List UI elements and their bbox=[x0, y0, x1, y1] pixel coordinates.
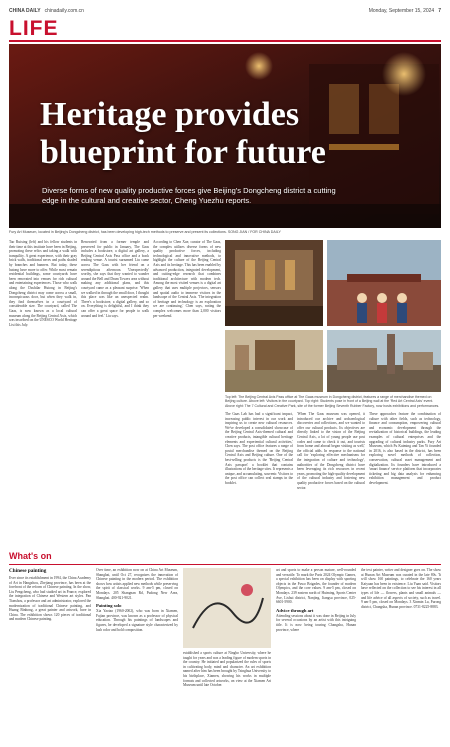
dek: Diverse forms of new quality productive forces give Beijing's Dongcheng district a cutting edge in the cultural and creative sector, Cheng Yuezhu reports. bbox=[42, 186, 336, 205]
whats-on-column-4 bbox=[276, 568, 356, 743]
article-column-6: These approaches feature the combination of culture with other fields, such as technology, finance and consumption, empowering cultural and economic development through the revitalization of historical buildings, the leading examples of cultural enterprises and the upgrading of cultural industry parks. Fury Art Museum, which Fu Kaiming and Tan Yi founded in 2016, is also based in the district, has been exploring novel methods of collection, conservation, cultural asset management and digitalization. Its founders have introduced a 'smart finance' service platform that incorporates ticketing and big data analysis for enhancing exhibition management and product development. bbox=[369, 412, 441, 485]
whats-on-title: What's on bbox=[9, 551, 52, 561]
whats-on-column-5 bbox=[361, 568, 441, 743]
photo-bottom-center bbox=[225, 330, 323, 392]
whats-on-heading-chinese-painting: Chinese painting bbox=[9, 568, 47, 574]
whats-on-text-2: Over time, an exhibition now on at China Art Museum, Shanghai, until Oct 27, recognizes the innovation of Chinese painting in the modern period. The exhibition shows how artists applied new methods while preserving the spirit of classical works. 9 am-5 pm, closed on Mondays. 205 Shangnan Rd, Pudong New Area, Shanghai. 400-921-9021. bbox=[96, 568, 178, 600]
headline: Heritage provides blueprint for future bbox=[40, 96, 326, 171]
whats-on-text-5: the text painter, writer and designer goes on. The show at Hunan Art Museum was curated in the late 80s. 'It will show 160 paintings, to celebrate the 160 years Kaiyuan has been in existence. Liu Yuan said. Visitors have reflected on the collection to see his interest in all types of life — flowers, plants and small animals — and life advice of all aspects of society, such as travel. 9 am-5 pm, closed on Mondays. 3 Xinmin Lu, Furong district, Changsha, Hunan province. 0731-8225-8883. bbox=[361, 568, 441, 609]
photo-caption: Top left: The Beijing Central Axis Pass office at The Gaas museum in Dongcheng district, features a range of merchandise themed on Beijing culture. Above left: Visitors in the courtyard. Top right: Students pose in front of a Beijing wall at the 'Red Art Central Axis' event. Above right: The 7 Cultural and Creative Park, site of the former Beijing Seventh Rubber Factory, now hosts exhibitions and performances. bbox=[225, 395, 440, 408]
whats-on-text-4b: Attending sessions about it was done in Beijing in July for several occasions by an artist with this intriguing title. It is now being touring Changsha, Hunan province, where bbox=[276, 613, 356, 632]
section-rule bbox=[9, 40, 441, 42]
photo-top-center bbox=[225, 240, 323, 326]
paper-name: CHINA DAILY bbox=[9, 8, 41, 14]
whats-on-subheading-painting-solo: Painting solo bbox=[96, 603, 122, 609]
page-number: 7 bbox=[438, 8, 441, 14]
whats-on-column-1 bbox=[9, 568, 91, 743]
website[interactable]: chinadaily.com.cn bbox=[44, 8, 84, 14]
article-column-1: Tao Ruixing (left) and his fellow students in their time at this institute have been in Beijing, promoting these relics and taking a walk with tranquility. A great experience, with their gray brick walls, traditional eaves and paths shaded by branches and banners. But today, these hutong have more to offer. While most remain residential buildings, some courtyards have been renovated into venues for rich cultural and entertaining experiences. Those who walk along the Dashilar Hutong in Beijing's Dongcheng district may come across a small, inconspicuous door, but when they walk in, they find themselves in a courtyard of considerable size. The courtyard, called The Gaas, is now known as a local cultural museum along the Beijing Central Axis, which was inscribed on the UNESCO World Heritage List this July. bbox=[9, 240, 77, 327]
hero-caption: Fury Art Museum, located in Beijing's Dongcheng district, has been developing high-tech methods to preserve and present its collections. SONG JIAN / FOR CHINA DAILY bbox=[9, 230, 281, 234]
photo-bottom-right bbox=[327, 330, 441, 392]
whats-on-text-1: Ever since its establishment in 1994, the China Academy of Art in Hangzhou, Zhejiang province, has been at the forefront of the reform of Chinese painting. In the show, Liu Pengcheng, who had studied art in France, explored the integration of Chinese and Western art styles. Pan Tianshou, a professor and art administrator, explored the modernization of traditional Chinese painting, and Huang Binhong, a great painter and artwork, bore in China. The exhibition shows 120 pieces of traditional and modern Chinese painting. bbox=[9, 576, 91, 622]
article-column-5: 'When The Gaas museum was opened, it introduced our archive and archaeological discoveries and collections, and we wanted to offer our cultural products. Its objectives are directly linked to the vision of the Beijing Central Axis, a lot of young people use post codes and came to check it out, and tourists from home and abroad began visiting as well,' the official adds. In response to the national call for 'exploring effective mechanisms for the integration of culture and technology', authorities of the Dongcheng district have been leveraging its rich resources in recent years, promoting the high-quality development of the cultural industry and fostering new quality productive forces based on the cultural sector. bbox=[297, 412, 365, 490]
masthead bbox=[9, 6, 441, 16]
whats-on-text-2b: Xia Yaotao (1960-2002), who was born in Xiamen, Fujian province, was known as a professor of physical education. Through his paintings of landscapes and figures, he developed a signature style characterized by lush color and bold composition. bbox=[96, 609, 178, 632]
photo-top-right bbox=[327, 240, 441, 326]
article-column-2: Renovated from a former temple and preserved for public in January, The Gaas includes a bookstore, a digital art gallery, a Beijing Central Axis Pass office and a book reading venue. A tourist surnamed Liu came across The Gaas with her friend on a serendipitous afternoon. 'Unexpectedly' worthy, she says that they wanted to wander around the Bell and Drum Towers area without making any additional plans, and this courtyard came as a pleasant surprise. 'When we walked in through the small door, I thought this place was like an unexpected realm. There's a bookstore, a digital gallery, and so on. Everything is delightful, and I think they can offer a great space for people to walk around and feel.' Liu says. bbox=[81, 240, 149, 318]
whats-on-text-4: art and sports to make a person mature, well-rounded and versatile. To mark the Paris 2024 Olympic Games, a special exhibition has been on display with sporting objects in the Fuwo Brigades, the founder of modern Olympics, and the core values. 9 am-5 pm, closed on Mondays. 239 eastern north of Huiming, Sports Center Ave, Lishui district, Nanjing, Jiangsu province, 025-6601-5900. bbox=[276, 568, 356, 605]
whats-on-photo bbox=[183, 568, 271, 648]
section-title: LIFE bbox=[9, 17, 59, 40]
whats-on-column-2 bbox=[96, 568, 178, 743]
whats-on-subheading-advice: Advice through art bbox=[276, 607, 314, 613]
article-column-4: The Gaas Lab has had a significant impact, increasing public interest in our work and inspiring us to create new cultural resources. We've developed a consolidated showcase of the Beijing Central Axis-themed cultural and creative products, intangible cultural heritage elements and experiential cultural activities,' Chen says. The post office features a range of postal merchandise themed on the Beijing Central Axis and Beijing culture. One of the best-selling products is the 'Beijing Central Axis passport' a booklet that contains illustrations of the heritage sites. It represents a unique, and accumulating, souvenir. Visitors to the post office can collect seal stamps in the booklet. bbox=[225, 412, 293, 485]
whats-on-column-3 bbox=[183, 651, 271, 743]
whats-on-rule bbox=[9, 564, 441, 565]
article-column-3: According to Chen Xue, curator of The Gaas, the complex utilizes diverse forms of new quality productive forces, including technological and innovative methods, to highlight the culture of the Beijing Central Axis and its heritage. This has been enabled by advanced production, integrated development, and cutting-edge research that combines traditional architecture with modern tech. Among the most visited venues is a digital art gallery that uses multiple projectors, sensors and spatial audio to immerse visitors in the landscape of the Central Axis. 'The integration of heritage and technology is an exploration we are continuing,' Chen says, noting the complex welcomes more than 2,000 visitors per weekend. bbox=[153, 240, 221, 318]
whats-on-text-3: established a sports culture at Ningbo University, where he taught for years and was a leading figure of modern sports in the country. He initiated and popularized the rules of sports in cultivating body, mind and character. An art exhibition named after him has been brought by Tsinghua University to his birthplace, Xiamen, showing his works in multiple formats and collected artworks, on view at the Xiamen Art Museum until late October. bbox=[183, 651, 271, 688]
issue-date: Monday, September 15, 2024 bbox=[368, 8, 435, 14]
